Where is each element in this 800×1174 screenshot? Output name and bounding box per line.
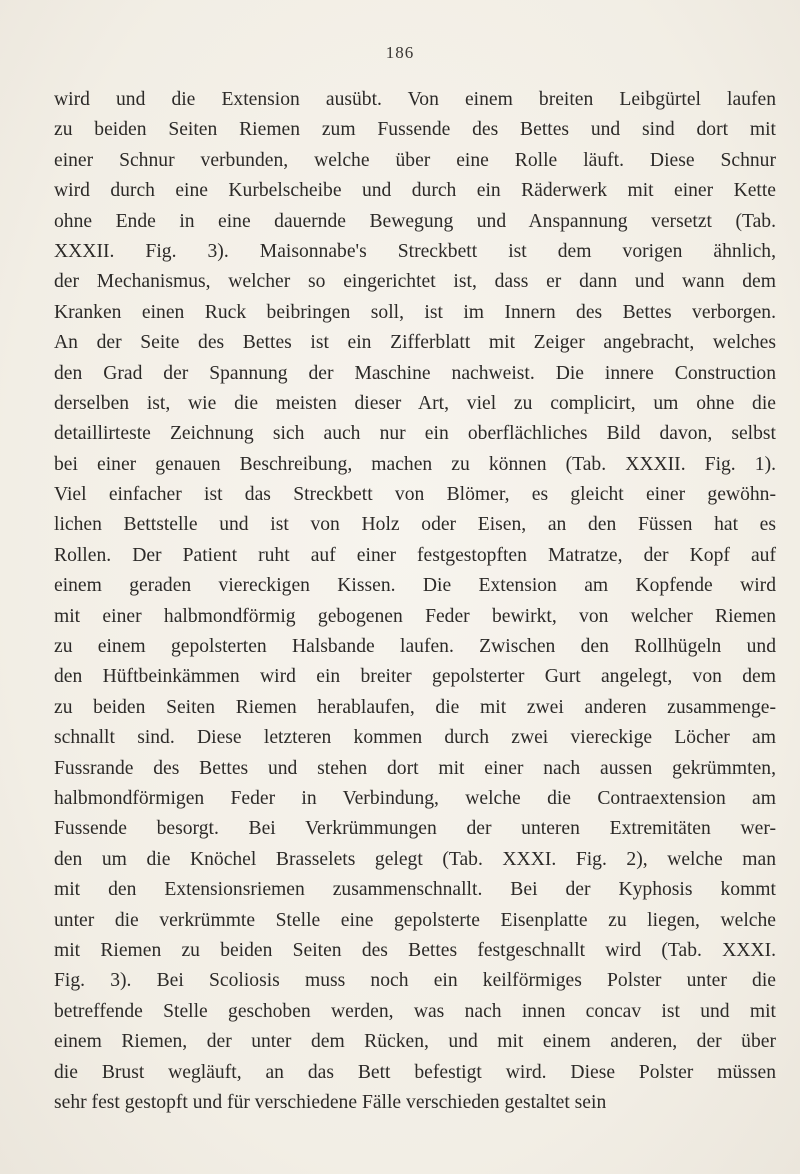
page-number: 186 bbox=[385, 43, 415, 62]
text-line: schnallt sind. Diese letzteren kommen durch zwei viereckige Löcher am bbox=[54, 727, 776, 749]
text-line: sehr fest gestopft und für verschiedene Fälle verschieden gestaltet sein bbox=[54, 1091, 607, 1113]
text-line: einem geraden viereckigen Kissen. Die Extension am Kopfende wird bbox=[54, 575, 776, 597]
body-text bbox=[54, 85, 776, 1118]
text-line: Fussrande des Bettes und stehen dort mit einer nach aussen gekrümmten, bbox=[54, 757, 776, 779]
text-line: XXXII. Fig. 3). Maisonnabe's Streckbett ist dem vorigen ähnlich, bbox=[54, 240, 776, 262]
text-line: unter die verkrümmte Stelle eine gepolsterte Eisenplatte zu liegen, welche bbox=[54, 909, 776, 931]
text-line: wird und die Extension ausübt. Von einem breiten Leibgürtel laufen bbox=[54, 89, 776, 110]
text-line: Rollen. Der Patient ruht auf einer festgestopften Matratze, der Kopf auf bbox=[54, 544, 776, 566]
text-line: zu beiden Seiten Riemen herablaufen, die mit zwei anderen zusammenge- bbox=[54, 696, 776, 718]
text-line: Viel einfacher ist das Streckbett von Blömer, es gleicht einer gewöhn- bbox=[54, 484, 776, 506]
text-line: lichen Bettstelle und ist von Holz oder Eisen, an den Füssen hat es bbox=[54, 514, 776, 536]
text-line: den um die Knöchel Brasselets gelegt (Tab. XXXI. Fig. 2), welche man bbox=[54, 848, 776, 870]
text-line: zu beiden Seiten Riemen zum Fussende des Bettes und sind dort mit bbox=[54, 119, 776, 141]
text-line: ohne Ende in eine dauernde Bewegung und Anspannung versetzt (Tab. bbox=[54, 210, 776, 232]
text-line: wird durch eine Kurbelscheibe und durch ein Räderwerk mit einer Kette bbox=[54, 180, 776, 202]
text-line: einer Schnur verbunden, welche über eine Rolle läuft. Diese Schnur bbox=[54, 149, 776, 171]
text-line: detaillirteste Zeichnung sich auch nur ein oberflächliches Bild davon, selbst bbox=[54, 423, 776, 445]
text-line: den Grad der Spannung der Maschine nachweist. Die innere Construction bbox=[54, 362, 776, 384]
text-line: mit den Extensionsriemen zusammenschnallt. Bei der Kyphosis kommt bbox=[54, 879, 776, 901]
text-line: An der Seite des Bettes ist ein Zifferblatt mit Zeiger angebracht, welches bbox=[54, 332, 776, 354]
text-line: die Brust wegläuft, an das Bett befestigt wird. Diese Polster müssen bbox=[54, 1061, 776, 1083]
text-line: Fussende besorgt. Bei Verkrümmungen der unteren Extremitäten wer- bbox=[54, 818, 776, 840]
text-line: mit Riemen zu beiden Seiten des Bettes festgeschnallt wird (Tab. XXXI. bbox=[54, 939, 776, 961]
text-line: der Mechanismus, welcher so eingerichtet ist, dass er dann und wann dem bbox=[54, 271, 776, 293]
text-line: Fig. 3). Bei Scoliosis muss noch ein keilförmiges Polster unter die bbox=[54, 970, 776, 992]
text-line: einem Riemen, der unter dem Rücken, und mit einem anderen, der über bbox=[54, 1031, 776, 1053]
text-line: den Hüftbeinkämmen wird ein breiter gepolsterter Gurt angelegt, von dem bbox=[54, 666, 776, 688]
text-line: Kranken einen Ruck beibringen soll, ist im Innern des Bettes verborgen. bbox=[54, 301, 776, 323]
text-line: derselben ist, wie die meisten dieser Art, viel zu complicirt, um ohne die bbox=[54, 392, 776, 414]
text-line: zu einem gepolsterten Halsbande laufen. Zwischen den Rollhügeln und bbox=[54, 636, 776, 658]
text-line: bei einer genauen Beschreibung, machen zu können (Tab. XXXII. Fig. 1). bbox=[54, 453, 776, 475]
text-line: halbmondförmigen Feder in Verbindung, welche die Contraextension am bbox=[54, 787, 776, 809]
text-line: betreffende Stelle geschoben werden, was nach innen concav ist und mit bbox=[54, 1000, 776, 1022]
text-line: mit einer halbmondförmig gebogenen Feder bewirkt, von welcher Riemen bbox=[54, 605, 776, 627]
